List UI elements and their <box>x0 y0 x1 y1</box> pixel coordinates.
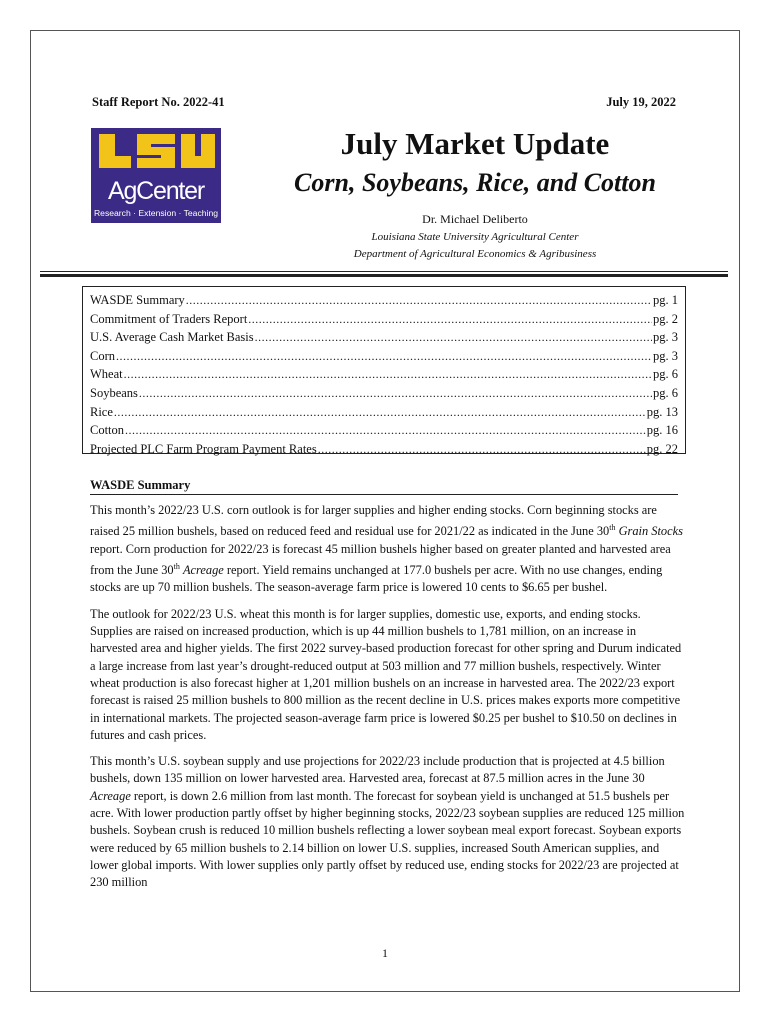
toc-entry-page: pg. 2 <box>653 311 678 326</box>
toc-entry-title: U.S. Average Cash Market Basis <box>90 330 254 345</box>
text-run: This month’s U.S. soybean supply and use projections for 2022/23 include production that is projected at 4.5 billion bushels, down 135 million on lower harvested area. Harvested area, forecast at 87.5 million acres in the June 30 <box>90 754 665 786</box>
toc-entry-page: pg. 3 <box>653 330 678 345</box>
toc-leader-dots <box>248 310 652 329</box>
affiliation-university: Louisiana State University Agricultural Center <box>371 231 579 243</box>
toc-entry[interactable] <box>90 347 678 366</box>
author-name: Dr. Michael Deliberto <box>422 212 528 226</box>
toc-leader-dots <box>116 347 652 366</box>
toc-leader-dots <box>124 365 652 384</box>
toc-entry-title: Wheat <box>90 367 123 382</box>
toc-entry-page: pg. 1 <box>653 293 678 307</box>
report-name: Acreage <box>182 563 224 578</box>
text-run: report, is down 2.6 million from last month. The forecast for soybean yield is unchanged at 51.5 bushels per acre. With lower production partly offset by higher beginning stocks, 2022/23 soybean supplies are reduced 125 million bushels. Soybean crush is reduced 10 million bushels reflecting a lower soybean meal export forecast. Soybean exports were reduced by 65 million bushels to 2.14 billion on lower U.S. supplies, increased South American supplies, and lower global imports. With lower supplies only partly offset by reduced use, ending stocks for 2022/23 are projected at 230 million <box>90 788 685 890</box>
text-run: report. Corn production for 2022/23 is forecast 45 million bushels higher based on greater planted and harvested area from the June 30 <box>90 541 671 578</box>
toc-entry-title: Cotton <box>90 423 125 438</box>
toc-entry[interactable] <box>90 291 678 310</box>
toc-entry[interactable] <box>90 310 678 329</box>
toc-entry-page: pg. 6 <box>653 367 678 382</box>
report-name: Grain Stocks <box>618 524 683 539</box>
toc-leader-dots <box>318 440 646 459</box>
ordinal-suffix: th <box>609 523 616 533</box>
affiliation-department: Department of Agricultural Economics & Agribusiness <box>353 248 597 260</box>
header-rule-thick <box>40 274 728 277</box>
toc-entry-page: pg. 13 <box>646 404 678 419</box>
paragraph-soybeans <box>90 753 686 891</box>
header-rule-thin <box>40 271 728 272</box>
report-name: Acreage <box>90 788 131 803</box>
toc-entry-title: Projected PLC Farm Program Payment Rates <box>90 441 317 456</box>
toc-entry-page: pg. 6 <box>653 385 678 400</box>
document-subtitle: Corn, Soybeans, Rice, and Cotton <box>294 168 656 197</box>
toc-entry-page: pg. 22 <box>646 441 678 456</box>
wasde-body <box>90 502 686 900</box>
toc-entry[interactable] <box>90 384 678 403</box>
toc-entry-title: Rice <box>90 404 113 419</box>
agcenter-wordmark: AgCenter <box>107 177 205 205</box>
text-run: report. Yield remains unchanged at 177.0 bushels per acre. With no use changes, ending stocks are up 70 million bushels. The season-average farm price is lowered 10 cents to $6.65 per bushel. <box>90 563 663 595</box>
report-date: July 19, 2022 <box>606 95 676 109</box>
toc-leader-dots <box>186 291 652 310</box>
toc-entry[interactable] <box>90 328 678 347</box>
text-run: This month’s 2022/23 U.S. corn outlook is for larger supplies and higher ending stocks. Corn beginning stocks are raised 25 million bushels, based on reduced feed and residual use for 2021/22 as indicated in the June 30 <box>90 503 657 539</box>
toc-leader-dots <box>139 384 652 403</box>
toc-leader-dots <box>125 421 646 440</box>
toc-entry-title: WASDE Summary <box>90 293 185 307</box>
toc-entry[interactable] <box>90 440 678 459</box>
toc-entry-page: pg. 16 <box>646 423 678 438</box>
lsu-agcenter-logo <box>91 128 221 223</box>
toc-entry-title: Commitment of Traders Report <box>90 311 248 326</box>
page-number: 1 <box>382 946 388 960</box>
paragraph-corn <box>90 502 686 597</box>
ordinal-suffix: th <box>173 562 180 572</box>
toc-entry-page: pg. 3 <box>653 348 678 363</box>
toc-leader-dots <box>114 403 646 422</box>
logo-tagline: Research · Extension · Teaching <box>93 208 219 218</box>
toc-entry-title: Soybeans <box>90 385 138 400</box>
toc-leader-dots <box>255 328 652 347</box>
paragraph-wheat: The outlook for 2022/23 U.S. wheat this month is for larger supplies, domestic use, exports, and ending stocks. Supplies are raised on increased production, which is up 44 million bushels to 1,781 million, on an increase in harvested area and higher yields. The first 2022 survey-based production forecast for other spring and Durum indicated a large increase from last year’s drought-reduced output at 503 million and 77 million bushels, respectively. Winter wheat production is also forecast higher at 1,201 million bushels on an increase in harvested area. The 2022/23 export forecast is raised 25 million bushels to 800 million as the recent decline in U.S. prices makes exports more competitive in international markets. The projected season-average farm price is lowered $0.25 per bushel to $10.50 on declines in futures and cash prices. <box>90 606 682 742</box>
document-title: July Market Update <box>340 126 610 161</box>
toc-entry[interactable] <box>90 365 678 384</box>
toc-entry[interactable] <box>90 421 678 440</box>
toc-entry[interactable] <box>90 403 678 422</box>
section-heading-wasde: WASDE Summary <box>90 478 678 495</box>
toc-entry-title: Corn <box>90 348 115 363</box>
table-of-contents <box>82 286 686 454</box>
report-number: Staff Report No. 2022-41 <box>92 95 225 109</box>
